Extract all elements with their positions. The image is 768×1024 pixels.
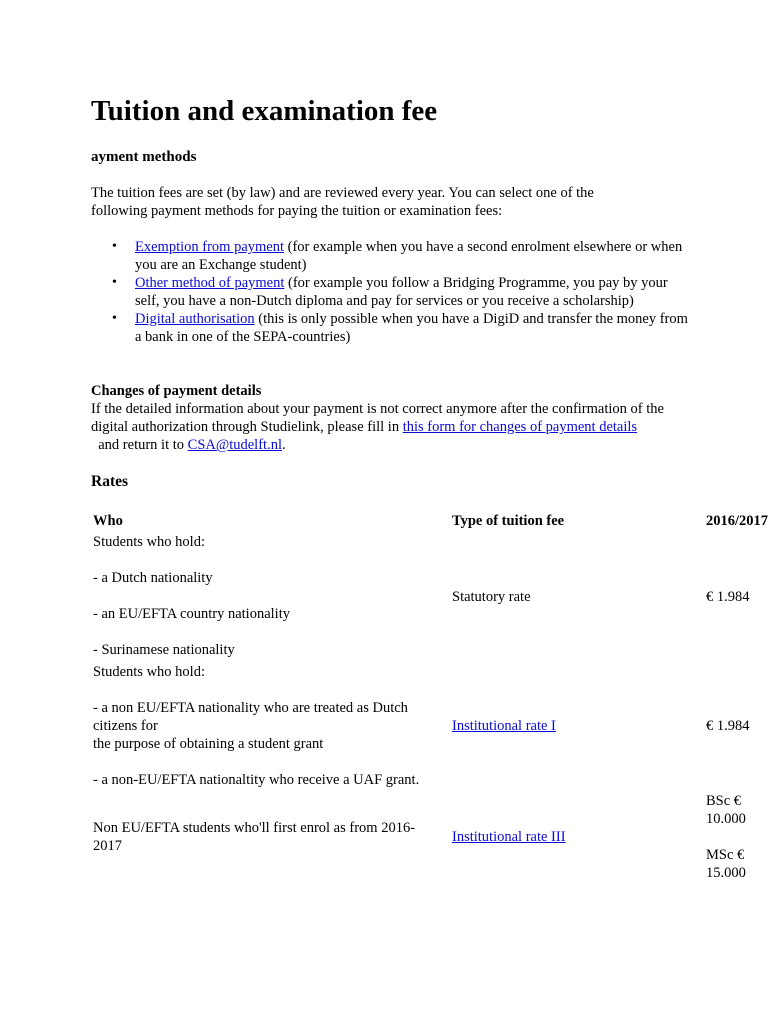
table-row-1-type: Statutory rate bbox=[452, 589, 531, 605]
list-item-text: (for example you follow a Bridging Programme, you pay by your self, you have a non-Dutch diploma and pay for services or you receive a scholarship) bbox=[135, 275, 668, 309]
column-header-type: Type of tuition fee bbox=[452, 513, 565, 529]
rates-heading: Rates bbox=[91, 473, 129, 490]
column-header-who: Who bbox=[93, 513, 123, 529]
institutional-rate-iii-link[interactable]: Institutional rate III bbox=[452, 829, 566, 845]
changes-section bbox=[91, 382, 681, 454]
changes-text-middle: and return it to bbox=[91, 437, 188, 453]
page-title: Tuition and examination fee bbox=[91, 95, 438, 127]
intro-paragraph: The tuition fees are set (by law) and are reviewed every year. You can select one of the following payment methods for paying the tuition or examination fees: bbox=[91, 185, 594, 219]
table-row-3-who: Non EU/EFTA students who'll first enrol as from 2016-2017 bbox=[93, 820, 416, 854]
msc-rate: MSc € 15.000 bbox=[706, 847, 746, 881]
table-row-2-rate: € 1.984 bbox=[706, 718, 750, 734]
csa-email-link[interactable]: CSA@tudelft.nl bbox=[187, 437, 282, 453]
bsc-rate: BSc € 10.000 bbox=[706, 793, 746, 827]
who-item-continued: the purpose of obtaining a student grant bbox=[93, 736, 324, 752]
changes-heading: Changes of payment details bbox=[91, 383, 262, 399]
exemption-from-payment-link[interactable]: Exemption from payment bbox=[135, 239, 284, 255]
list-item bbox=[91, 310, 691, 346]
who-item: - a Dutch nationality bbox=[93, 570, 213, 586]
institutional-rate-i-link[interactable]: Institutional rate I bbox=[452, 718, 556, 734]
table-row-3-type bbox=[452, 828, 566, 846]
who-item: - an EU/EFTA country nationality bbox=[93, 606, 290, 622]
changes-text-end: . bbox=[281, 437, 286, 453]
bullet-icon: • bbox=[112, 239, 117, 254]
change-form-link[interactable]: this form for changes of payment details bbox=[402, 419, 638, 435]
who-item: - a non EU/EFTA nationality who are treated as Dutch citizens for bbox=[93, 700, 408, 734]
bullet-icon: • bbox=[112, 311, 117, 326]
table-row-2-who bbox=[93, 663, 438, 789]
table-row-1-rate: € 1.984 bbox=[706, 589, 750, 605]
table-row-1-who bbox=[93, 533, 438, 659]
payment-methods-list bbox=[91, 238, 691, 346]
column-header-year: 2016/2017 bbox=[706, 513, 768, 529]
who-intro: Students who hold: bbox=[93, 534, 205, 550]
digital-authorisation-link[interactable]: Digital authorisation bbox=[135, 311, 255, 327]
who-intro: Students who hold: bbox=[93, 664, 205, 680]
bullet-icon: • bbox=[112, 275, 117, 290]
who-item: - a non-EU/EFTA nationaltity who receive a UAF grant. bbox=[93, 772, 420, 788]
changes-text: If the detailed information about your payment is not correct anymore after the confirmation of the digital authorization through Studielink, please fill in bbox=[91, 401, 664, 435]
list-item bbox=[91, 238, 691, 274]
other-method-of-payment-link[interactable]: Other method of payment bbox=[135, 275, 285, 291]
section-heading-payment-methods: ayment methods bbox=[91, 149, 197, 165]
table-row-3-rate bbox=[706, 792, 764, 882]
list-item bbox=[91, 274, 691, 310]
list-item-text: (for example when you have a second enrolment elsewhere or when you are an Exchange student) bbox=[135, 239, 683, 273]
list-item-text: (this is only possible when you have a DigiD and transfer the money from a bank in one of the SEPA-countries) bbox=[135, 311, 688, 345]
table-row-2-type bbox=[452, 717, 556, 735]
who-item: - Surinamese nationality bbox=[93, 642, 235, 658]
